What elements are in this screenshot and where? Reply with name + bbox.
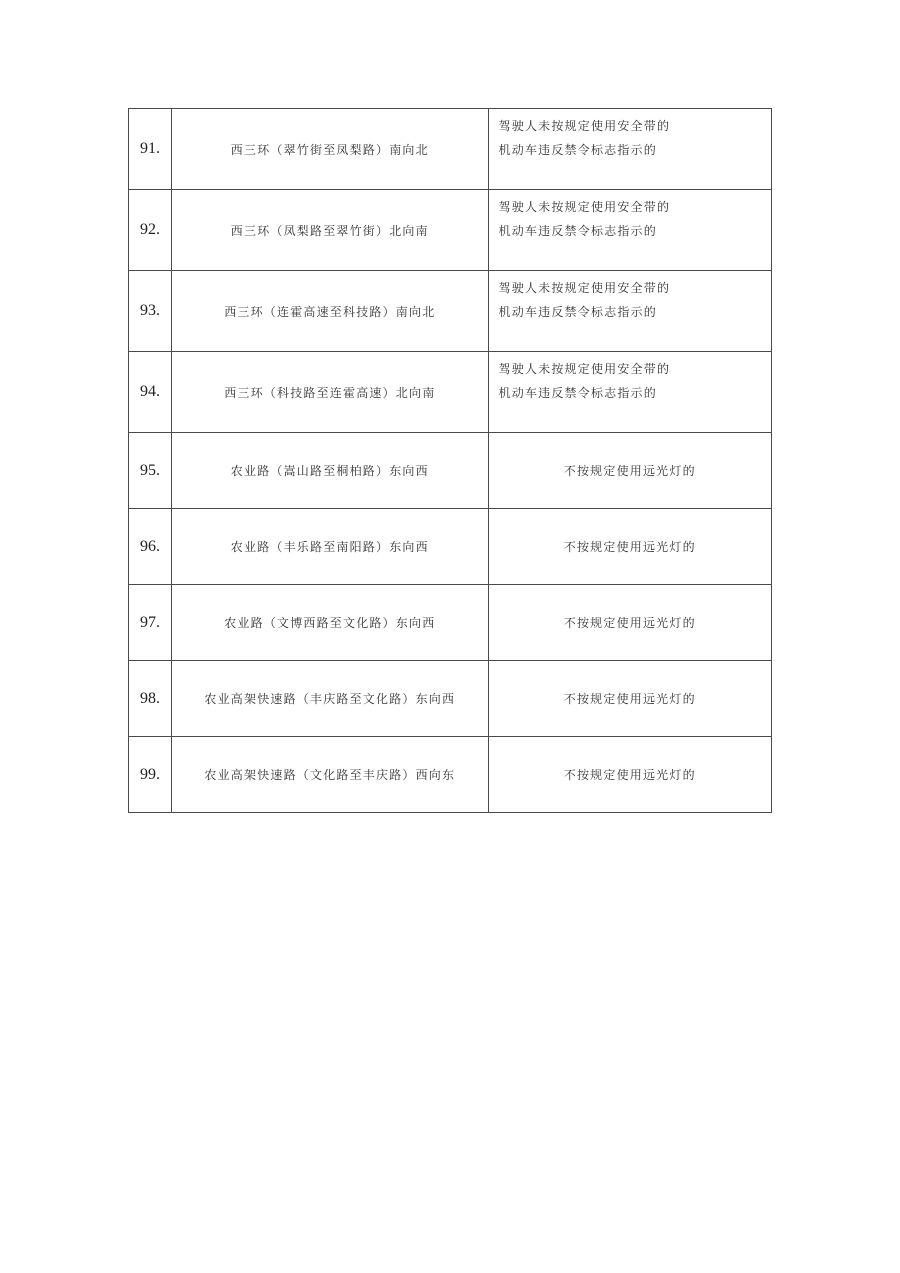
location-cell: 农业高架快速路（丰庆路至文化路）东向西 bbox=[172, 661, 488, 737]
location-cell: 农业高架快速路（文化路至丰庆路）西向东 bbox=[172, 737, 488, 813]
location-cell: 农业路（文博西路至文化路）东向西 bbox=[172, 585, 488, 661]
violation-cell bbox=[488, 352, 771, 433]
table-row bbox=[129, 585, 772, 661]
violation-line: 不按规定使用远光灯的 bbox=[563, 464, 696, 478]
violation-line: 不按规定使用远光灯的 bbox=[563, 768, 696, 782]
table-row bbox=[129, 352, 772, 433]
violation-cell bbox=[488, 509, 771, 585]
violation-line: 不按规定使用远光灯的 bbox=[563, 540, 696, 554]
violation-line: 驾驶人未按规定使用安全带的 bbox=[498, 119, 671, 133]
violation-cell bbox=[488, 585, 771, 661]
row-number: 93. bbox=[129, 271, 172, 352]
violation-line: 不按规定使用远光灯的 bbox=[563, 692, 696, 706]
violation-cell bbox=[488, 661, 771, 737]
row-number: 94. bbox=[129, 352, 172, 433]
violation-line: 驾驶人未按规定使用安全带的 bbox=[498, 362, 671, 376]
row-number: 92. bbox=[129, 190, 172, 271]
table-row bbox=[129, 737, 772, 813]
row-number: 99. bbox=[129, 737, 172, 813]
row-number: 97. bbox=[129, 585, 172, 661]
row-number: 98. bbox=[129, 661, 172, 737]
violation-line: 机动车违反禁令标志指示的 bbox=[498, 224, 657, 238]
violation-cell bbox=[488, 433, 771, 509]
violation-cell bbox=[488, 109, 771, 190]
row-number: 95. bbox=[129, 433, 172, 509]
table-row bbox=[129, 109, 772, 190]
violation-line: 机动车违反禁令标志指示的 bbox=[498, 386, 657, 400]
location-cell: 西三环（科技路至连霍高速）北向南 bbox=[172, 352, 488, 433]
location-cell: 西三环（凤梨路至翠竹街）北向南 bbox=[172, 190, 488, 271]
location-cell: 西三环（翠竹街至凤梨路）南向北 bbox=[172, 109, 488, 190]
table-row bbox=[129, 509, 772, 585]
violation-line: 驾驶人未按规定使用安全带的 bbox=[498, 281, 671, 295]
violation-location-table bbox=[128, 108, 772, 813]
violation-cell bbox=[488, 271, 771, 352]
violation-cell bbox=[488, 737, 771, 813]
row-number: 91. bbox=[129, 109, 172, 190]
location-cell: 农业路（丰乐路至南阳路）东向西 bbox=[172, 509, 488, 585]
table-row bbox=[129, 190, 772, 271]
violation-line: 驾驶人未按规定使用安全带的 bbox=[498, 200, 671, 214]
violation-cell bbox=[488, 190, 771, 271]
table-row bbox=[129, 661, 772, 737]
violation-line: 不按规定使用远光灯的 bbox=[563, 616, 696, 630]
table-row bbox=[129, 433, 772, 509]
location-cell: 农业路（嵩山路至桐柏路）东向西 bbox=[172, 433, 488, 509]
row-number: 96. bbox=[129, 509, 172, 585]
table-row bbox=[129, 271, 772, 352]
location-cell: 西三环（连霍高速至科技路）南向北 bbox=[172, 271, 488, 352]
violation-line: 机动车违反禁令标志指示的 bbox=[498, 305, 657, 319]
violation-line: 机动车违反禁令标志指示的 bbox=[498, 143, 657, 157]
